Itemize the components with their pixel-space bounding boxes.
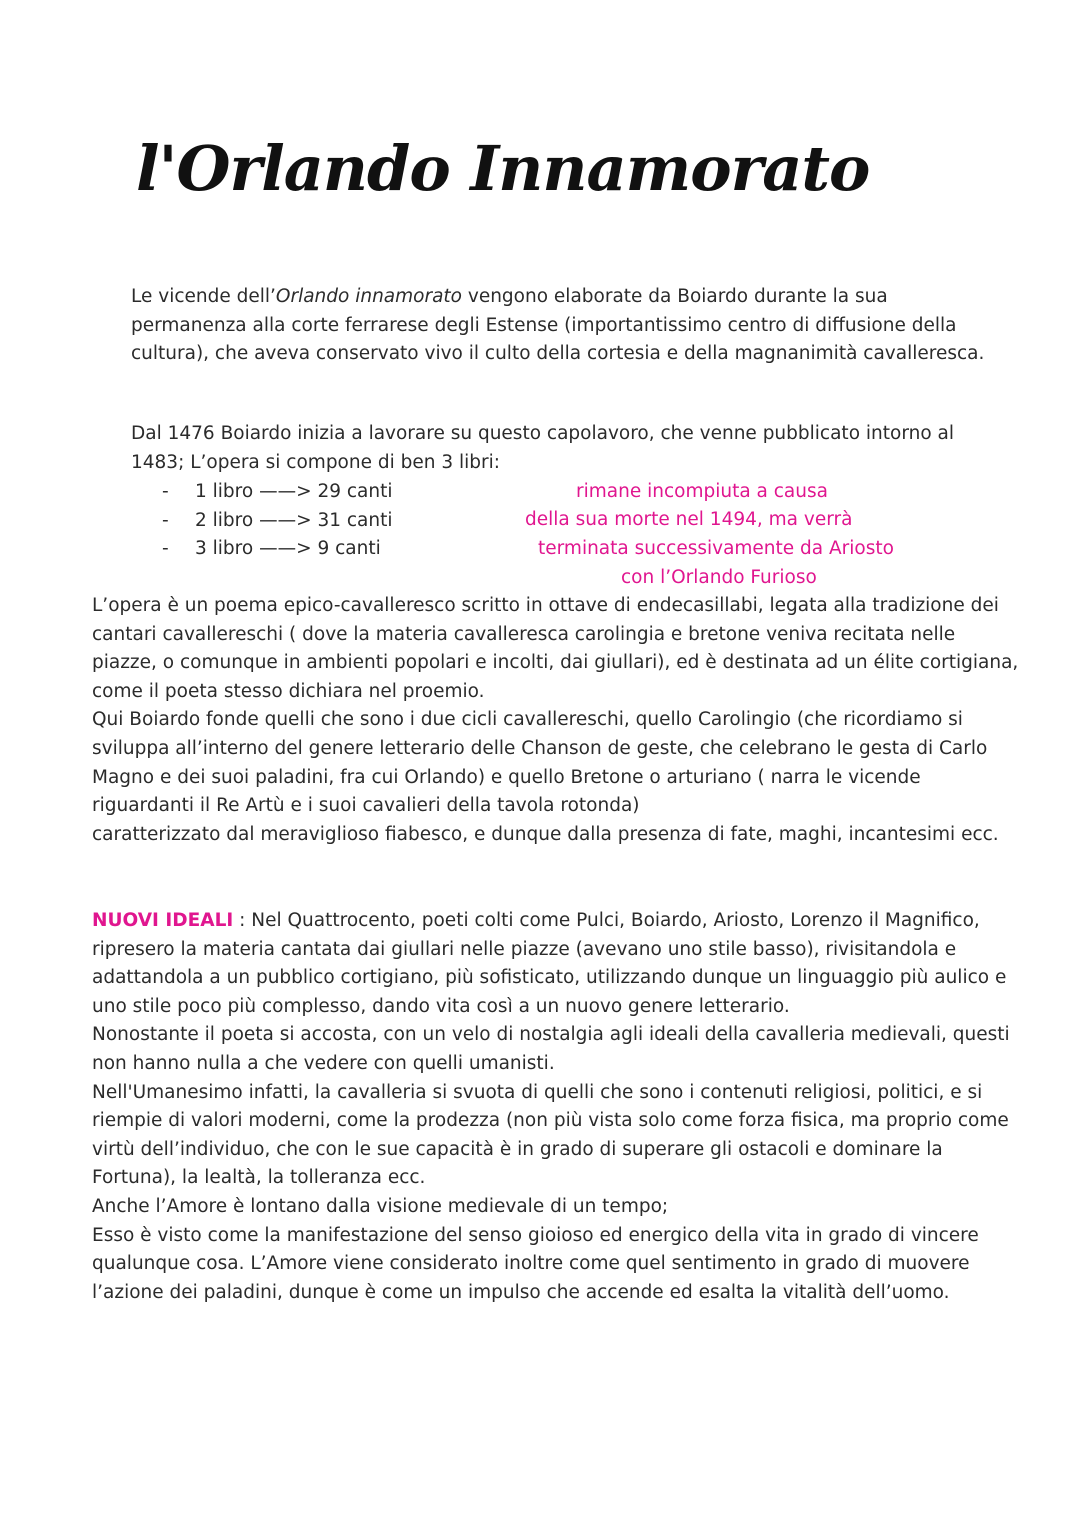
intro-text-after: vengono elaborate da Boiardo durante la sua permanenza alla corte ferrarese degli Estense (importantissimo centro di diffusione della cultura), che aveva conservato vivo il culto della cortesia e della magnanimità cavalleresca. (131, 286, 985, 365)
list-dash: - (162, 509, 169, 531)
cycles-paragraph: Qui Boiardo fonde quelli che sono i due cicli cavallereschi, quello Carolingio (che ricordiamo si sviluppa all’interno del genere letterario delle Chanson de geste, che celebrano le gesta di Carlo Magno e dei suoi paladini, fra cui Orlando) e quello Bretone o arturiano ( narra le vicende riguardanti il Re Artù e i suoi cavalieri della tavola rotonda) (92, 709, 988, 817)
fairy-paragraph: caratterizzato dal meraviglioso fiabesco, e dunque dalla presenza di fate, maghi, incantesimi ecc. (92, 823, 999, 845)
love-paragraph: Esso è visto come la manifestazione del senso gioioso ed energico della vita in grado di vincere qualunque cosa. L’Amore viene considerato inoltre come quel sentimento in grado di muovere l’azione dei paladini, dunque è come un impulso che accende ed esalta la vitalità dell’uomo. (92, 1224, 979, 1303)
ideals-label: NUOVI IDEALI (92, 910, 234, 931)
nostalgia-paragraph: Nonostante il poeta si accosta, con un velo di nostalgia agli ideali della cavalleria medievali, questi non hanno nulla a che vedere con quelli umanisti. (92, 1024, 1010, 1074)
love-intro-paragraph: Anche l’Amore è lontano dalla visione medievale di un tempo; (92, 1195, 669, 1217)
note-line-4: con l’Orlando Furioso (621, 567, 817, 588)
intro-text-before: Le vicende dell’ (131, 286, 276, 307)
books-list (162, 478, 393, 564)
poem-paragraph: L’opera è un poema epico-cavalleresco scritto in ottave di endecasillabi, legata alla tradizione dei cantari cavallereschi ( dove la materia cavalleresca carolingia e bretone veniva recitata nelle piazze, o comunque in ambienti popolari e incolti, dai giullari), ed è destinata ad un élite cortigiana, come il poeta stesso dichiara nel proemio. (92, 595, 1019, 702)
humanism-paragraph: Nell'Umanesimo infatti, la cavalleria si svuota di quelli che sono i contenuti religiosi, politici, e si riempie di valori moderni, come la prodezza (non più vista solo come forza fisica, ma proprio come virtù dell’individuo, che con le sue capacità è in grado di superare gli ostacoli e dominare la Fortuna), la lealtà, la tolleranza ecc. (92, 1081, 1009, 1189)
composition-paragraph: Dal 1476 Boiardo inizia a lavorare su questo capolavoro, che venne pubblicato intorno al 1483; L’opera si compone di ben 3 libri: (131, 423, 955, 473)
note-line-3: terminata successivamente da Ariosto (538, 538, 894, 559)
book-text: 2 libro ——> 31 canti (195, 509, 393, 531)
note-line-1: rimane incompiuta a causa (576, 481, 828, 502)
ideals-text: : Nel Quattrocento, poeti colti come Pulci, Boiardo, Ariosto, Lorenzo il Magnifico, ripresero la materia cantata dai giullari nelle piazze (avevano uno stile basso), rivisitandola e adattandola a un pubblico cortigiano, più sofisticato, utilizzando dunque un linguaggio più aulico e uno stile poco più complesso, dando vita così a un nuovo genere letterario. (92, 910, 1007, 1017)
list-item (162, 507, 393, 536)
intro-paragraph (131, 283, 991, 369)
list-dash: - (162, 538, 169, 560)
book-text: 3 libro ——> 9 canti (195, 538, 381, 560)
list-item (162, 478, 393, 507)
work-title-italic: Orlando innamorato (275, 286, 462, 307)
book-text: 1 libro ——> 29 canti (195, 481, 393, 502)
list-item (162, 535, 393, 564)
ideals-paragraph (92, 907, 1022, 1021)
note-line-2: della sua morte nel 1494, ma verrà (525, 509, 853, 530)
ideals-section (92, 907, 1022, 1307)
body-section (92, 592, 1022, 849)
list-dash: - (162, 481, 169, 502)
page-title: l'Orlando Innamorato (136, 132, 870, 205)
